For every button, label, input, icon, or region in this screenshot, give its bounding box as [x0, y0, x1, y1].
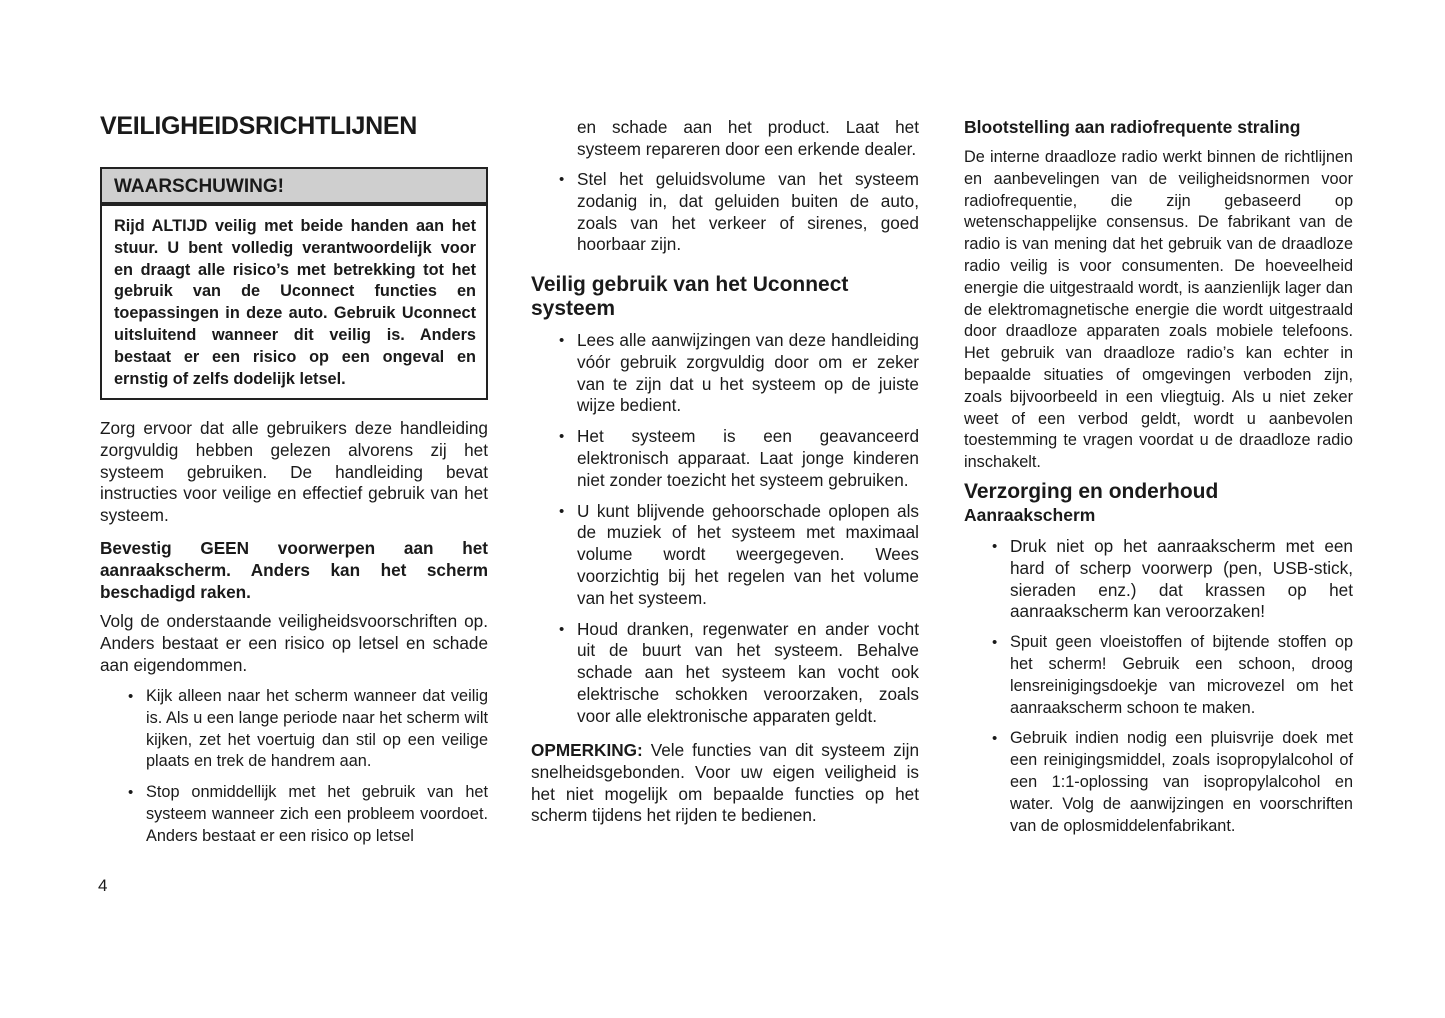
list-item: • Kijk alleen naar het scherm wanneer dat veilig is. Als u een lange periode naar het scherm wilt kijken, zet het voertuig dan stil op een veilige plaats en trek de handrem aan. [128, 687, 488, 771]
safety-bullet-list [100, 686, 488, 857]
bullet-icon: • [992, 730, 998, 748]
care-subheading: Aanraakscherm [964, 505, 1096, 525]
bullet-icon: • [992, 538, 998, 555]
bold-notice: Bevestig GEEN voorwerpen aan het aanraakscherm. Anders kan het scherm beschadigd raken. [100, 538, 488, 602]
bullet-icon: • [559, 171, 565, 188]
continuation-text: en schade aan het product. Laat het systeem repareren door een erkende dealer. [577, 117, 919, 159]
note-paragraph [531, 740, 919, 827]
list-item: • U kunt blijvende gehoorschade oplopen als de muziek of het systeem met maximaal volume wordt weergegeven. Wees voorzichtig bij het regelen van het volume van het systeem. [559, 500, 919, 608]
list-item: • Het systeem is een geavanceerd elektronisch apparaat. Laat jonge kinderen niet zonder toezicht het systeem gebruiken. [559, 426, 919, 490]
bullet-icon: • [559, 502, 565, 520]
bullet-icon: • [559, 428, 565, 446]
bullet-icon: • [128, 688, 134, 705]
uconnect-bullet-list [531, 330, 919, 737]
list-item: • Stel het geluidsvolume van het systeem zodanig in, dat geluiden buiten de auto, zoals van het verkeer of sirenes, goed hoorbaar zijn. [559, 169, 919, 255]
section-heading-uconnect: Veilig gebruik van het Uconnect systeem [531, 273, 849, 320]
touchscreen-bullet-list [964, 536, 1353, 846]
rf-heading: Blootstelling aan radiofrequente straling [964, 117, 1301, 137]
warning-body: Rijd ALTIJD veilig met beide handen aan het stuur. U bent volledig verantwoordelijk voor en draagt alle risico’s met betrekking tot het gebruik van de Uconnect functies en toepassingen in deze auto. Gebruik Uconnect uitsluitend wanneer dit veilig is. Anders bestaat er een risico op een ongeval en ernstig of zelfs dodelijk letsel. [114, 217, 476, 388]
bullet-icon: • [992, 634, 998, 652]
list-item: • Spuit geen vloeistoffen of bijtende stoffen op het scherm! Gebruik een schoon, droog lensreinigingsdoekje van microvezel om het aanraakscherm schoon te maken. [992, 633, 1353, 717]
follow-paragraph: Volg de onderstaande veiligheidsvoorschriften op. Anders bestaat er een risico op letsel en schade aan eigendommen. [100, 611, 488, 675]
rf-body: De interne draadloze radio werkt binnen de richtlijnen en aanbevelingen van de veiligheidsnormen voor radiofrequentie, die zijn gebaseerd op wetenschappelijke consensus. De fabrikant van de radio is van mening dat het gebruik van de draadloze radio veilig is voor consumenten. De hoeveelheid energie die uitgestraald wordt, is aanzienlijk lager dan de elektromagnetische energie die wordt uitgestraald door draadloze apparaten zoals mobiele telefoons. Het gebruik van draadloze radio’s kan echter in bepaalde situaties of omgevingen verboden zijn, zoals bijvoorbeeld in een vliegtuig. Als u niet zeker weet of een verbod geldt, wordt u aanbevolen toestemming te vragen voordat u de draadloze radio inschakelt. [964, 148, 1353, 472]
warning-heading: WAARSCHUWING! [102, 169, 486, 206]
list-item: • Stop onmiddellijk met het gebruik van het systeem wanneer zich een probleem voordoet. Anders bestaat er een risico op letsel [128, 783, 488, 845]
note-label: OPMERKING: [531, 740, 643, 760]
bullet-icon: • [559, 332, 565, 349]
bullet-icon: • [128, 784, 134, 802]
page-title: VEILIGHEIDSRICHTLIJNEN [100, 112, 418, 140]
list-item: • Druk niet op het aanraakscherm met een hard of scherp voorwerp (pen, USB-stick, sieraden enz.) dat krassen op het aanraakscherm kan veroorzaken! [992, 536, 1353, 622]
care-heading: Verzorging en onderhoud [964, 480, 1219, 503]
page-number: 4 [98, 876, 108, 895]
list-item: • Houd dranken, regenwater en ander vocht uit de buurt van het systeem. Behalve schade aan het systeem kan vocht ook elektrische schokken veroorzaken, zoals voor alle elektronische apparaten geldt. [559, 618, 919, 726]
intro-paragraph: Zorg ervoor dat alle gebruikers deze handleiding zorgvuldig hebben gelezen alvorens zij het systeem gebruiken. De handleiding bevat instructies voor veilige en effectief gebruik van het systeem. [100, 418, 488, 526]
note-text: Vele functies van dit systeem zijn snelheidsgebonden. Voor uw eigen veiligheid is het niet mogelijk om bepaalde functies op het scherm tijdens het rijden te bedienen. [531, 740, 919, 826]
warning-box [100, 167, 488, 400]
volume-bullet-list [531, 169, 919, 265]
bullet-icon: • [559, 620, 565, 638]
list-item: • Gebruik indien nodig een pluisvrije doek met een reinigingsmiddel, zoals isopropylalcohol of een 1:1-oplossing van isopropylalcohol en water. Volg de aanwijzingen en voorschriften van de oplosmiddelenfabrikant. [992, 729, 1353, 835]
list-item: • Lees alle aanwijzingen van deze handleiding vóór gebruik zorgvuldig door om er zeker van te zijn dat u het systeem op de juiste wijze bedient. [559, 330, 919, 416]
